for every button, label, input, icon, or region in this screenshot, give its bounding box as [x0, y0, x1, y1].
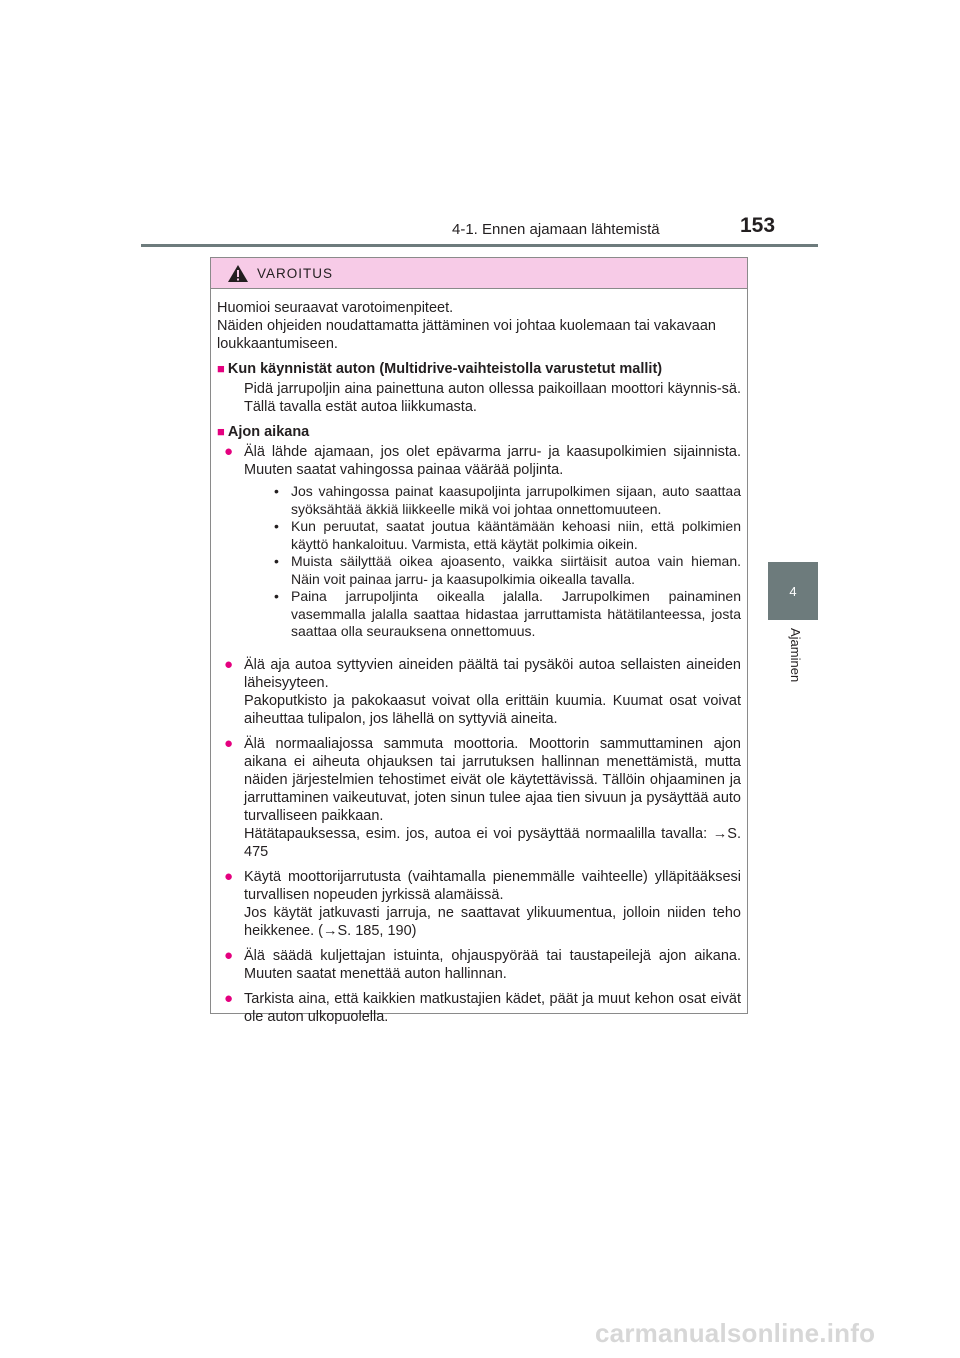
- list-item: [224, 868, 741, 940]
- sub-bullet-icon: •: [274, 553, 279, 569]
- warning-header: [211, 258, 747, 289]
- list-item: [224, 990, 741, 1026]
- list-item-text: Älä normaaliajossa sammuta moottoria. Moottorin sammuttaminen ajon aikana ei aiheuta ohjauksen tai jarrutuksen hallinnan menettämistä, mutta näiden järjestelmien tehostimet eivät ole käytettävissä. Tällöin ohjaaminen ja jarruttaminen vaikeutuvat, joten sinun tulee ajaa tien sivuun ja pysäyttää auto turvalliseen paikkaan. Hätätapauksessa, esim. jos, autoa ei voi pysäyttää normaalilla tavalla: →S. 475: [244, 735, 741, 860]
- section-title: 4-1. Ennen ajamaan lähtemistä: [452, 221, 660, 238]
- section-heading-driving: [217, 423, 741, 441]
- chapter-tab: [768, 562, 818, 620]
- warning-triangle-icon: [227, 264, 249, 283]
- section-heading-text: Kun käynnistät auton (Multidrive-vaihteistolla varustetut mallit): [227, 361, 663, 377]
- list-item-text: Älä aja autoa syttyvien aineiden päältä tai pysäköi autoa sellaisten aineiden läheisyyteen. Pakoputkisto ja pakokaasut voivat olla erittäin kuumia. Kuumat osat voivat aiheuttaa tulipalon, jos lähellä on syttyviä aineita.: [244, 656, 741, 727]
- dot-bullet-icon: ●: [224, 655, 234, 673]
- sub-list: [264, 483, 741, 641]
- list-item: [224, 735, 741, 861]
- square-bullet-icon: ■: [217, 361, 225, 376]
- sub-list-item-text: Jos vahingossa painat kaasupoljinta jarrupolkimen sijaan, auto saattaa syöksähtää äkkiä liikkeelle mikä voi johtaa onnettomuuteen.: [291, 483, 741, 517]
- chapter-number: 4: [789, 583, 797, 599]
- warning-box: [210, 257, 748, 1025]
- dot-bullet-icon: ●: [224, 734, 234, 752]
- chapter-label: Ajaminen: [788, 628, 803, 683]
- dot-bullet-icon: ●: [224, 989, 234, 1007]
- sub-list-item: [274, 553, 741, 588]
- section-heading-start: [217, 360, 741, 378]
- list-item: [224, 656, 741, 728]
- dot-bullet-icon: ●: [224, 867, 234, 885]
- warning-body: [211, 289, 747, 1026]
- sub-list-item: [274, 518, 741, 553]
- list-item-text: Tarkista aina, että kaikkien matkustajien kädet, päät ja muut kehon osat eivät ole auton ulkopuolella.: [244, 990, 741, 1025]
- sub-list-item-text: Kun peruutat, saatat joutua kääntämään kehoasi niin, että polkimien käyttö hankaloituu. Varmista, että käytät polkimia oikein.: [291, 518, 741, 552]
- list-item-text: Käytä moottorijarrutusta (vaihtamalla pienemmälle vaihteelle) ylläpitääksesi turvallisen nopeuden jyrkissä alamäissä. Jos käytät jatkuvasti jarruja, ne saattavat ylikuumentua, jolloin niiden teho heikkenee. (→S. 185, 190): [244, 868, 741, 939]
- sub-list-item-text: Paina jarrupoljinta oikealla jalalla. Jarrupolkimen painaminen vasemmalla jalalla saattaa hidastaa jarruttamista hätätilanteessa, josta saattaa olla seurauksena onnettomuus.: [291, 588, 741, 639]
- sub-list-item-text: Muista säilyttää oikea ajoasento, vaikka siirtäisit autoa vain hieman. Näin voit painaa jarru- ja kaasupolkimia oikealla tavalla.: [291, 553, 741, 587]
- warning-title: VAROITUS: [257, 265, 334, 281]
- watermark: carmanualsonline.info: [595, 1318, 876, 1348]
- sub-list-item: [274, 588, 741, 641]
- sub-list-item: [274, 483, 741, 518]
- sub-bullet-icon: •: [274, 518, 279, 534]
- page-number: 153: [740, 214, 776, 237]
- section-heading-text: Ajon aikana: [227, 424, 310, 440]
- header-divider: [141, 244, 818, 247]
- dot-bullet-icon: ●: [224, 946, 234, 964]
- section-paragraph: Pidä jarrupoljin aina painettuna auton ollessa paikoillaan moottori käynnis-sä. Tällä tavalla estät autoa liikkumasta.: [244, 381, 741, 415]
- list-item: [224, 947, 741, 983]
- dot-bullet-icon: ●: [224, 443, 234, 460]
- warning-intro: Huomioi seuraavat varotoimenpiteet. Näiden ohjeiden noudattamatta jättäminen voi johtaa kuolemaan tai vakavaan loukkaantumiseen.: [217, 300, 716, 352]
- sub-bullet-icon: •: [274, 588, 279, 604]
- list-item-text: Älä lähde ajamaan, jos olet epävarma jarru- ja kaasupolkimien sijainnista. Muuten saatat vahingossa painaa väärää poljinta.: [244, 444, 741, 478]
- list-item-text: Älä säädä kuljettajan istuinta, ohjauspyörää tai taustapeilejä ajon aikana. Muuten saatat menettää auton hallinnan.: [244, 947, 741, 982]
- list-item: [224, 443, 741, 649]
- square-bullet-icon: ■: [217, 424, 225, 439]
- sub-bullet-icon: •: [274, 483, 279, 499]
